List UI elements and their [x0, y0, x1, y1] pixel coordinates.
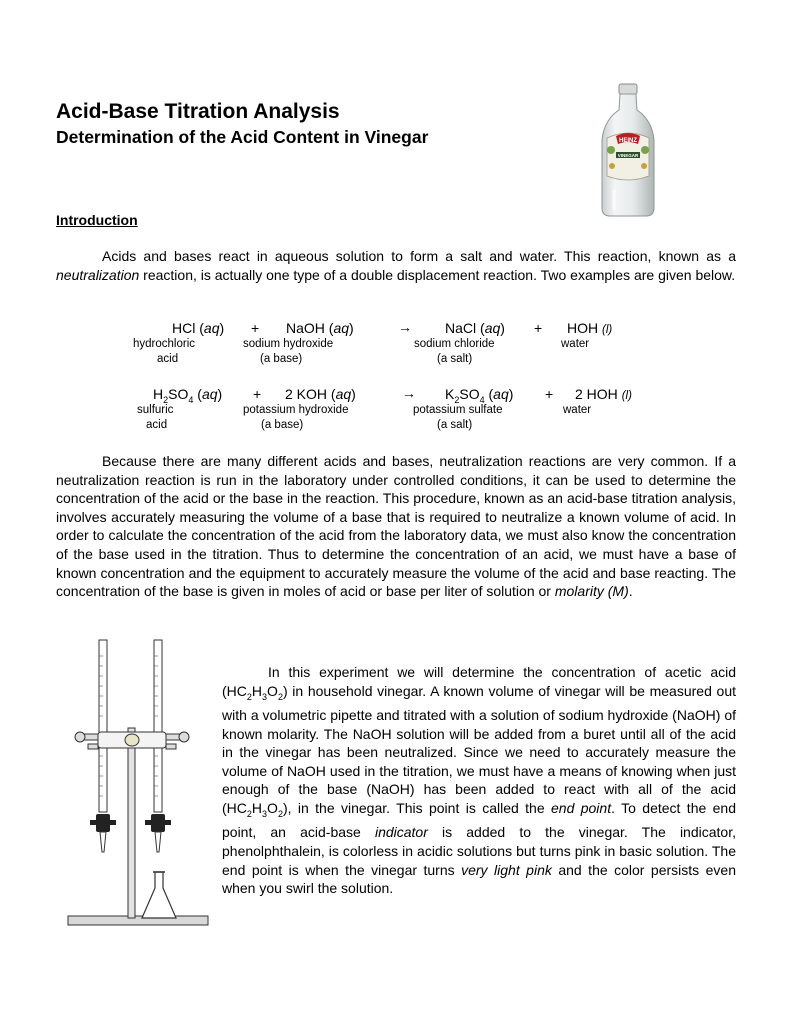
- eq2-reactant2: 2 KOH (aq): [285, 386, 356, 402]
- eq1-plus2: +: [534, 320, 543, 336]
- eq2-plus1: +: [253, 386, 262, 402]
- eq1-reactant1: HCl (aq): [172, 320, 225, 336]
- eq1-plus1: +: [251, 320, 260, 336]
- bottle-brand: HEINZ: [619, 138, 637, 144]
- eq1-name-3: sodium chloride: [414, 338, 495, 350]
- titration-apparatus-image: [64, 636, 212, 932]
- eq1-note-3: (a salt): [437, 353, 473, 365]
- body-paragraph-2: Because there are many different acids and bases, neutralization reactions are very common. If a neutralization reaction is run in the laboratory under controlled conditions, it can be used to determine the concentration of the acid or the base in the reaction. This procedure, known as an acid-base titration analysis, involves accurately measuring the volume of a base that is required to neutralize a known volume of acid. In order to calculate the concentration of the acid from the laboratory data, we must also know the concentration of the base used in the titration. Thus to determine the concentration of an acid, we must have a base of known concentration and the equipment to accurately measure the volume of the acid and base reacting. The concentration of the base is given in moles of acid or base per liter of solution or molarity (M).: [56, 453, 736, 600]
- eq2-note-1: acid: [146, 419, 168, 431]
- eq2-name-1: sulfuric: [137, 404, 174, 416]
- eq1-note-2: (a base): [260, 353, 303, 365]
- eq2-plus2: +: [545, 386, 554, 402]
- eq2-note-2: (a base): [261, 419, 304, 431]
- bottle-label: VINEGAR: [617, 153, 639, 158]
- introduction-heading: Introduction: [56, 212, 138, 228]
- eq1-product1: NaCl (aq): [445, 320, 505, 336]
- eq2-name-2: potassium hydroxide: [243, 404, 349, 416]
- eq1-arrow: →: [398, 319, 412, 335]
- eq2-product1: $K_2SO_4$ (aq): [445, 386, 514, 405]
- eq1-product2: HOH (l): [567, 320, 613, 336]
- page-subtitle: Determination of the Acid Content in Vinegar: [56, 127, 429, 147]
- eq2-reactant1: $H_2SO_4$ (aq): [153, 386, 223, 405]
- eq2-name-3: potassium sulfate: [413, 404, 503, 416]
- page-title: Acid-Base Titration Analysis: [56, 100, 340, 123]
- eq1-name-2: sodium hydroxide: [243, 338, 334, 350]
- eq2-name-4: water: [563, 404, 592, 416]
- eq1-note-1: acid: [157, 353, 179, 365]
- eq1-name-1: hydrochloric: [133, 338, 195, 350]
- eq2-product2: 2 HOH (l): [575, 386, 632, 402]
- intro-paragraph: Acids and bases react in aqueous solution to form a salt and water. This reaction, known as a neutralization reaction, is actually one type of a double displacement reaction. Two examples are given below.: [56, 248, 736, 283]
- eq2-arrow: →: [402, 385, 416, 401]
- eq1-reactant2: NaOH (aq): [286, 320, 354, 336]
- eq2-note-3: (a salt): [437, 419, 473, 431]
- body-paragraph-3: In this experiment we will determine the concentration of acetic acid $(HC_2H_3O_2)$ in household vinegar. A known volume of vinegar will be measured out with a volumetric pipette and titrated with a solution of sodium hydroxide (NaOH) of known molarity. The NaOH solution will be added from a buret until all of the acid in the vinegar has been neutralized. Since we need to accurately measure the volume of NaOH used in the titration, we must have a means of knowing when just enough of the base (NaOH) has been added to react with all of the acid $(HC_2H_3O_2)$, in the vinegar. This point is called the end point. To detect the end point, an acid-base indicator is added to the vinegar. The indicator, phenolphthalein, is colorless in acidic solutions but turns pink in basic solution. The end point is when the vinegar turns very light pink and the color persists even when you swirl the solution.: [222, 664, 736, 897]
- vinegar-bottle-image: [592, 80, 664, 220]
- eq1-name-4: water: [561, 338, 590, 350]
